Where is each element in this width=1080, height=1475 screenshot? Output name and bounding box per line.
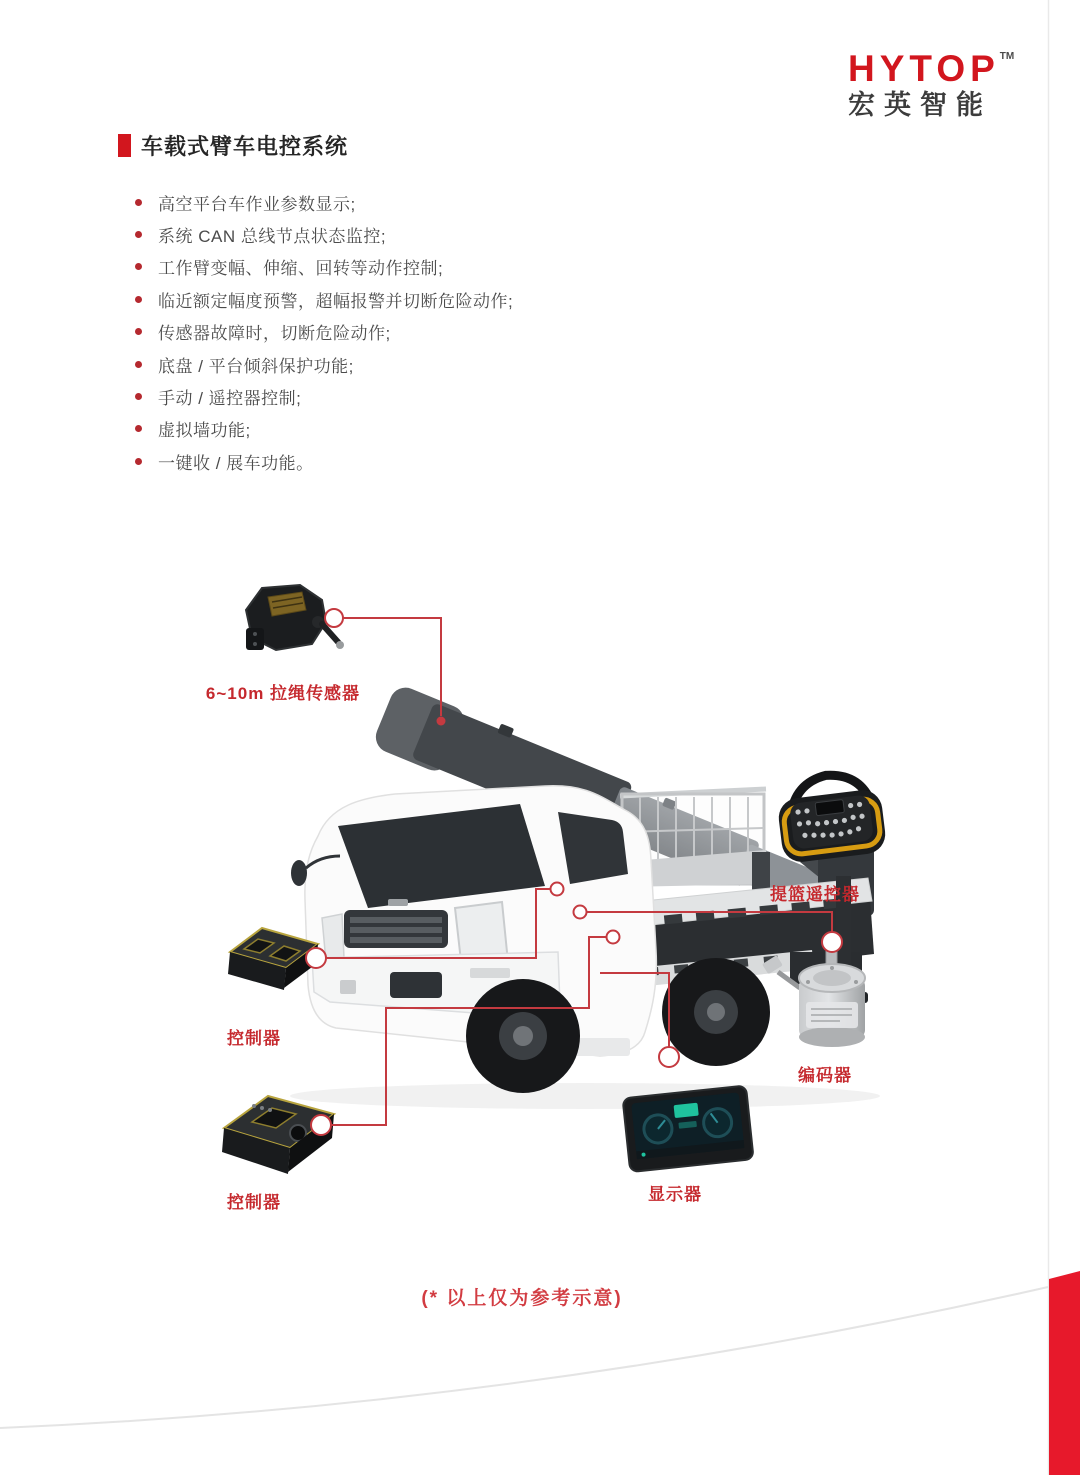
list-item <box>135 380 513 412</box>
controller-top-label: 控制器 <box>227 1029 281 1048</box>
bullet-icon <box>135 231 142 238</box>
display-image <box>623 1086 754 1173</box>
sensor-label: 6~10m 拉绳传感器 <box>205 684 361 703</box>
callout-circle-display <box>659 1047 679 1067</box>
callout-anchor-boom-base <box>551 883 564 896</box>
callout-dot-boom <box>437 717 446 726</box>
display-label: 显示器 <box>648 1185 702 1204</box>
title-red-marker <box>118 134 131 157</box>
list-item <box>135 348 513 380</box>
remote-image <box>774 769 887 864</box>
bullet-icon <box>135 393 142 400</box>
feature-text: 手动 / 遥控器控制; <box>158 389 302 409</box>
red-corner-band <box>1049 1271 1080 1475</box>
list-item <box>135 316 513 348</box>
list-item <box>135 413 513 445</box>
logo-brand-text: HYTOP <box>848 48 1000 89</box>
feature-text: 底盘 / 平台倾斜保护功能; <box>158 356 354 376</box>
list-item <box>135 283 513 315</box>
bullet-icon <box>135 263 142 270</box>
feature-text: 工作臂变幅、伸缩、回转等动作控制; <box>158 259 444 279</box>
feature-list <box>135 186 513 478</box>
list-item <box>135 218 513 250</box>
feature-text: 虚拟墙功能; <box>158 421 251 441</box>
bullet-icon <box>135 199 142 206</box>
callout-circle-controller-top <box>306 948 326 968</box>
controller-top-image <box>228 928 318 990</box>
logo <box>848 50 1014 119</box>
bullet-icon <box>135 425 142 432</box>
controller-bottom-label: 控制器 <box>227 1193 281 1212</box>
list-item <box>135 251 513 283</box>
page-title: 车载式臂车电控系统 <box>141 134 349 159</box>
feature-text: 临近额定幅度预警，超幅报警并切断危险动作; <box>158 291 514 311</box>
bullet-icon <box>135 296 142 303</box>
callout-anchor-bed-side <box>607 931 620 944</box>
bullet-icon <box>135 361 142 368</box>
logo-subtitle: 宏英智能 <box>848 90 992 120</box>
feature-text: 一键收 / 展车功能。 <box>158 453 314 473</box>
rear-wheel <box>662 958 770 1066</box>
section-title <box>118 130 348 161</box>
callout-circle-controller-bottom <box>311 1115 331 1135</box>
logo-tm-mark: TM <box>999 51 1015 62</box>
bullet-icon <box>135 458 142 465</box>
feature-text: 高空平台车作业参数显示; <box>158 194 356 214</box>
feature-text: 传感器故障时，切断危险动作; <box>158 324 391 344</box>
encoder-label: 编码器 <box>798 1066 852 1085</box>
remote-label: 提篮遥控器 <box>770 885 860 904</box>
footnote: (* 以上仅为参考示意) <box>421 1288 623 1309</box>
feature-text: 系统 CAN 总线节点状态监控; <box>158 227 387 247</box>
list-item <box>135 186 513 218</box>
callout-anchor-turret <box>574 906 587 919</box>
list-item <box>135 445 513 477</box>
front-wheel <box>466 979 580 1093</box>
callout-circle-sensor <box>325 609 343 627</box>
bullet-icon <box>135 328 142 335</box>
callout-circle-encoder <box>822 932 842 952</box>
